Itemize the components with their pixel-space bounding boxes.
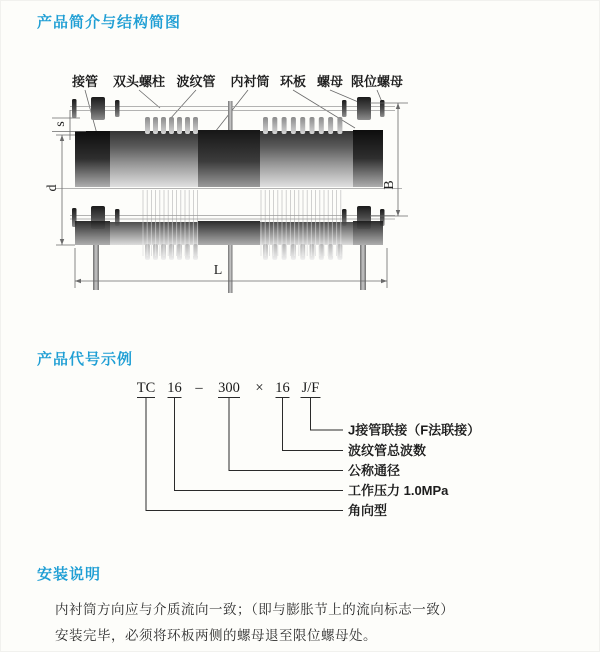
dim-label-d: d xyxy=(45,184,60,192)
expansion-joint-structure-diagram xyxy=(30,60,450,310)
code-token-conn: J/F xyxy=(301,380,320,396)
product-code-diagram xyxy=(120,376,520,536)
washer-right-inner xyxy=(342,100,347,117)
code-token-times: × xyxy=(255,380,264,396)
inner-liner-collar-lower xyxy=(198,221,260,245)
dimension-d xyxy=(45,135,75,245)
bellows-finger xyxy=(169,244,174,260)
bellows-finger xyxy=(282,117,287,134)
section-heading-install: 安装说明 xyxy=(37,566,102,583)
bellows-finger xyxy=(291,244,296,260)
bellows-finger xyxy=(263,117,268,134)
bellows-corrugations-lower xyxy=(145,244,342,260)
bellows-finger xyxy=(153,117,158,134)
part-label-shuangtouluozhu: 双头螺柱 xyxy=(112,74,166,89)
section-heading-intro: 产品简介与结构简图 xyxy=(37,14,182,31)
bellows-finger xyxy=(310,117,315,134)
part-label-luomu: 螺母 xyxy=(316,74,344,89)
bellows-finger xyxy=(337,117,342,134)
bellows-finger xyxy=(177,117,182,134)
stud-center xyxy=(228,245,233,293)
part-labels xyxy=(71,74,403,89)
bellows-finger xyxy=(161,117,166,134)
dim-label-L: L xyxy=(213,263,223,278)
callout-connection: J接管联接（F法联接） xyxy=(348,422,481,438)
bellows-finger xyxy=(145,117,150,134)
bellows-finger xyxy=(337,244,342,260)
install-instructions xyxy=(55,597,555,649)
code-tokens xyxy=(137,380,320,396)
nut-left xyxy=(91,97,105,120)
bellows-finger xyxy=(328,117,333,134)
bellows-finger xyxy=(291,117,296,134)
code-token-type: TC xyxy=(136,380,156,396)
bellows-finger xyxy=(300,117,305,134)
dim-label-B: B xyxy=(382,180,397,190)
code-token-dash: – xyxy=(195,380,203,396)
callout-nominal-dia: 公称通径 xyxy=(348,463,401,478)
washer-left-outer xyxy=(72,99,77,118)
install-line-2: 安装完毕，必须将环板两侧的螺母退至限位螺母处。 xyxy=(55,628,377,643)
tie-rod-upper xyxy=(70,97,395,132)
code-token-pressure: 16 xyxy=(167,380,182,396)
part-label-jieguan: 接管 xyxy=(71,74,99,89)
pipe-end-left-lower xyxy=(75,221,110,245)
bellows-finger xyxy=(272,117,277,134)
code-callouts xyxy=(348,423,480,519)
bellows-finger xyxy=(169,117,174,134)
part-label-neichentong: 内衬筒 xyxy=(230,74,270,89)
callout-angular: 角向型 xyxy=(348,503,388,518)
part-label-huanban: 环板 xyxy=(279,74,307,89)
center-stud-upper xyxy=(228,101,233,132)
hanging-studs xyxy=(93,245,366,293)
washer-left-inner xyxy=(115,100,120,117)
nut-right xyxy=(357,97,371,120)
callout-wave-count: 波纹管总波数 xyxy=(348,443,427,458)
inner-liner-collar xyxy=(198,130,260,187)
bellows-finger xyxy=(272,244,277,260)
part-label-xianweiluomu: 限位螺母 xyxy=(350,74,404,89)
callout-pressure: 工作压力 1.0MPa xyxy=(348,483,449,498)
install-line-1: 内衬筒方向应与介质流向一致；（即与膨胀节上的流向标志一致） xyxy=(55,602,455,617)
pipe-end-left xyxy=(75,131,110,187)
limit-nut-right xyxy=(380,100,385,117)
bellows-finger xyxy=(310,244,315,260)
bellows-finger xyxy=(193,117,198,134)
code-token-waves: 16 xyxy=(275,380,290,396)
ring-plate-right xyxy=(353,130,383,187)
dim-label-s: s xyxy=(53,121,68,127)
part-label-bowenguan: 波纹管 xyxy=(176,74,216,89)
code-token-dn: 300 xyxy=(218,380,240,396)
section-heading-code: 产品代号示例 xyxy=(37,351,134,368)
bellows-finger xyxy=(319,117,324,134)
stud-left xyxy=(93,245,99,290)
ring-plate-right-lower xyxy=(353,221,383,245)
stud-right xyxy=(360,245,366,290)
bellows-finger xyxy=(185,117,190,134)
code-connectors xyxy=(146,398,343,511)
